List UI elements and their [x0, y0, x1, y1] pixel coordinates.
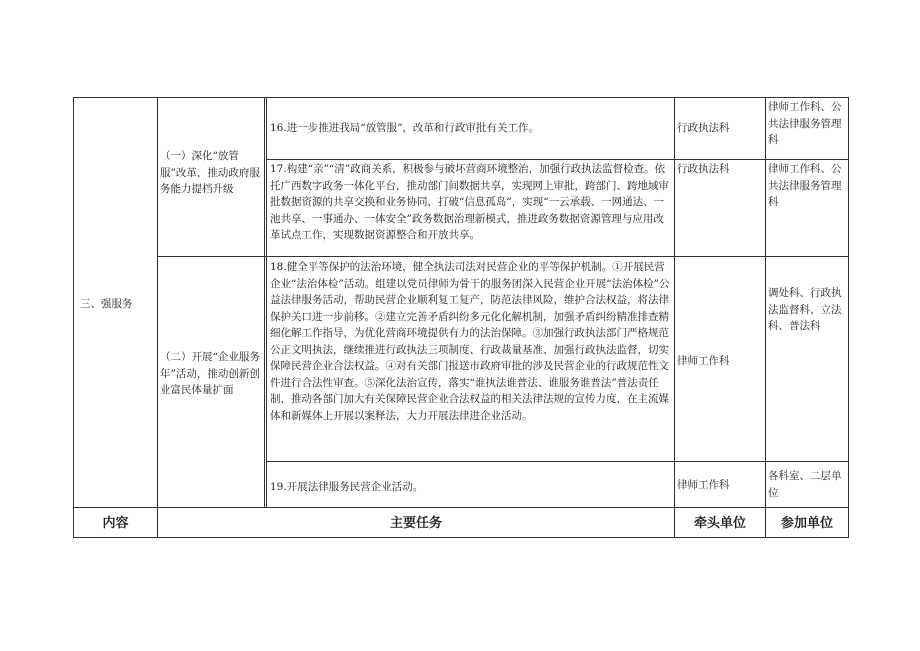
- task-16: 16.进一步推进我局“放管服”，改革和行政审批有关工作。: [270, 122, 539, 134]
- lead-unit-17: 行政执法科: [677, 163, 730, 175]
- lead-unit-16: 行政执法科: [677, 122, 730, 134]
- task-18: 18.健全平等保护的法治环境，健全执法司法对民营企业的平等保护机制。①开展民营企业“法治体检”活动。组建以党员律师为骨干的服务团深入民营企业开展“法治体检”公益法律服务活动，帮助民营企业顺利复工复产，防范法律风险，维护合法权益，将法律保护关口进一步前移。②建立完善矛盾纠纷多元化化解机制，加强矛盾纠纷精准排查精细化解工作指导，为优化营商环境提供有力的法治保障。③加强行政执法部门严格规范公正文明执法，继续推进行政执法三项制度、行政裁量基准、加强行政执法监督，切实保障民营企业合法权益。④对有关部门报送市政府审批的涉及民营企业的行政规范性文件进行合法性审查。⑤深化法治宣传，落实“谁执法谁普法、谁服务谁普法”普法责任制，推动各部门加大有关保障民营企业合法权益的相关法律法规的宣传力度，在主流媒体和新媒体上开展以案释法，大力开展法律进企业活动。: [270, 261, 670, 422]
- participating-unit-18: 调处科、行政执法监督科、立法科、普法科: [768, 287, 842, 332]
- section-label: 三、强服务: [80, 298, 133, 310]
- group-label-2: （二）开展“企业服务年”活动，推动创新创业富民体量扩面: [160, 351, 260, 396]
- lead-unit-18: 律师工作科: [677, 355, 730, 367]
- group-label-1: （一）深化“放管服”改革，推动政府服务能力提档升级: [160, 150, 260, 195]
- header-participating-unit: 参加单位: [780, 516, 833, 531]
- header-main-task: 主要任务: [389, 516, 442, 531]
- task-17: 17.构建“亲”“清”政商关系，积极参与破坏营商环境整治，加强行政执法监督检查。依托广西数字政务一体化平台，推动部门间数据共享，实现网上审批，跨部门、跨地域审批数据资源的共享交换和业务协同，打破“信息孤岛”，实现“一云承载、一网通达、一池共享、一事通办、一体安全”政务数据治理新模式，推进政务数据资源管理与应用改革试点工作，实现数据资源整合和开放共享。: [270, 163, 669, 241]
- participating-unit-17: 律师工作科、公共法律服务管理科: [768, 163, 842, 208]
- participating-unit-16: 律师工作科、公共法律服务管理科: [768, 101, 842, 146]
- task-19: 19.开展法律服务民营企业活动。: [270, 481, 424, 493]
- header-content: 内容: [102, 516, 129, 531]
- header-lead-unit: 牵头单位: [693, 516, 746, 531]
- participating-unit-19: 各科室、二层单位: [768, 470, 842, 499]
- lead-unit-19: 律师工作科: [677, 479, 730, 491]
